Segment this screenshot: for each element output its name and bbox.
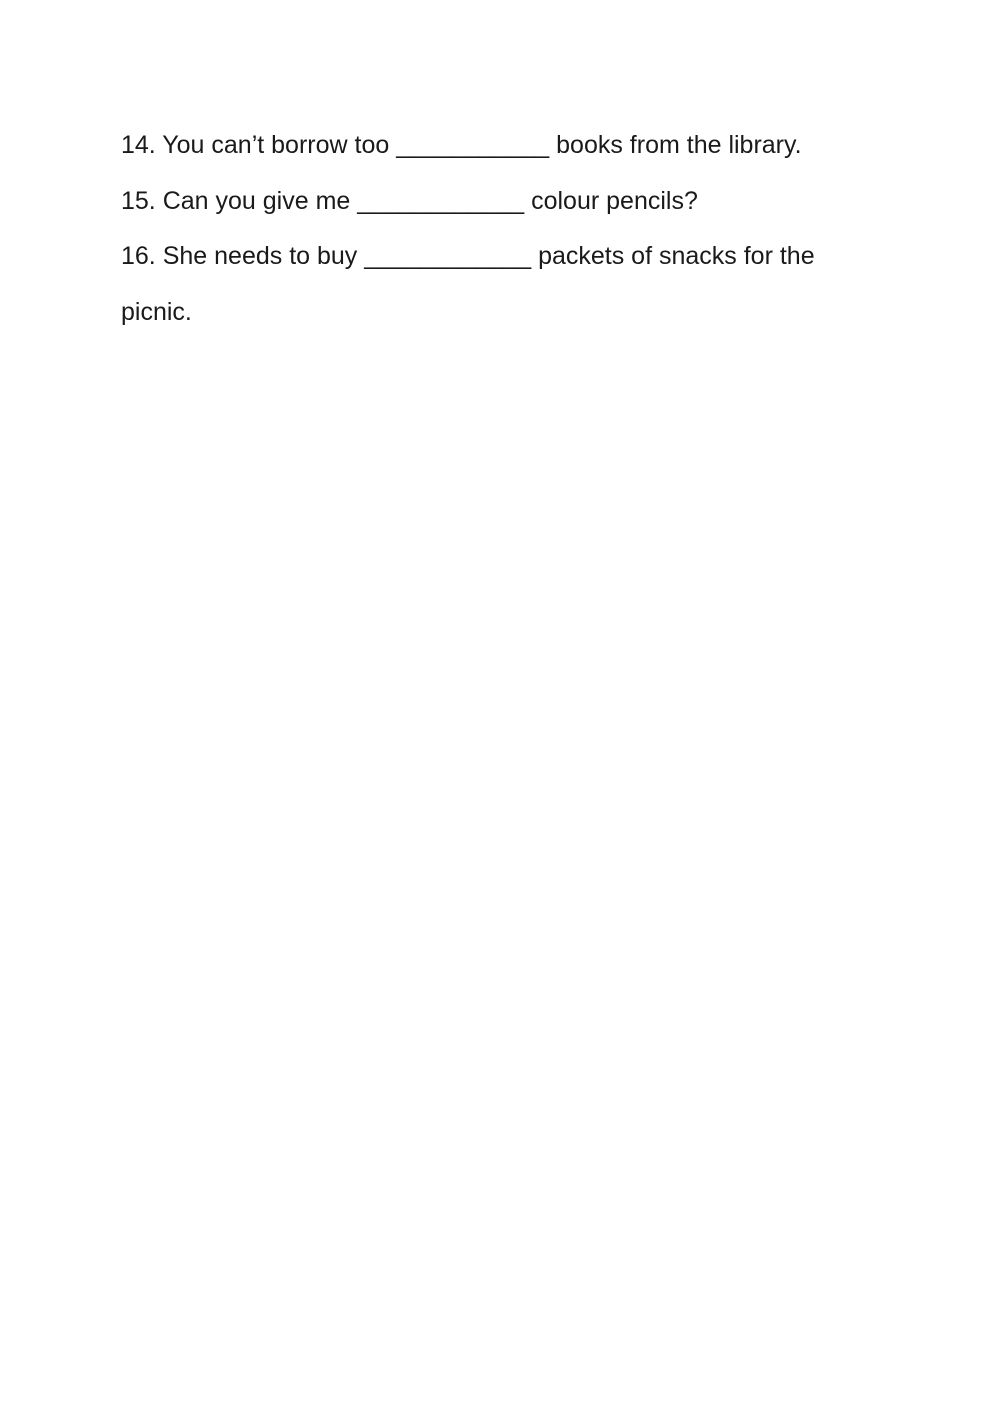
question-list <box>121 118 891 340</box>
question-number: 14. <box>121 131 156 159</box>
question-text-after: packets of snacks for the picnic. <box>121 242 815 326</box>
question-text-before: Can you give me <box>162 186 351 215</box>
answer-blank[interactable]: ___________ <box>396 131 550 159</box>
question-14 <box>121 118 891 174</box>
question-text-after: books from the library. <box>556 131 802 159</box>
question-16 <box>121 229 891 340</box>
question-number: 16. <box>121 242 156 270</box>
question-text-after: colour pencils? <box>531 186 698 215</box>
question-number: 15. <box>121 186 156 215</box>
question-text-before: You can’t borrow too <box>162 131 390 159</box>
answer-blank[interactable]: ____________ <box>364 242 532 270</box>
question-15 <box>121 174 891 230</box>
answer-blank[interactable]: ____________ <box>357 186 525 215</box>
question-text-before: She needs to buy <box>162 242 358 270</box>
